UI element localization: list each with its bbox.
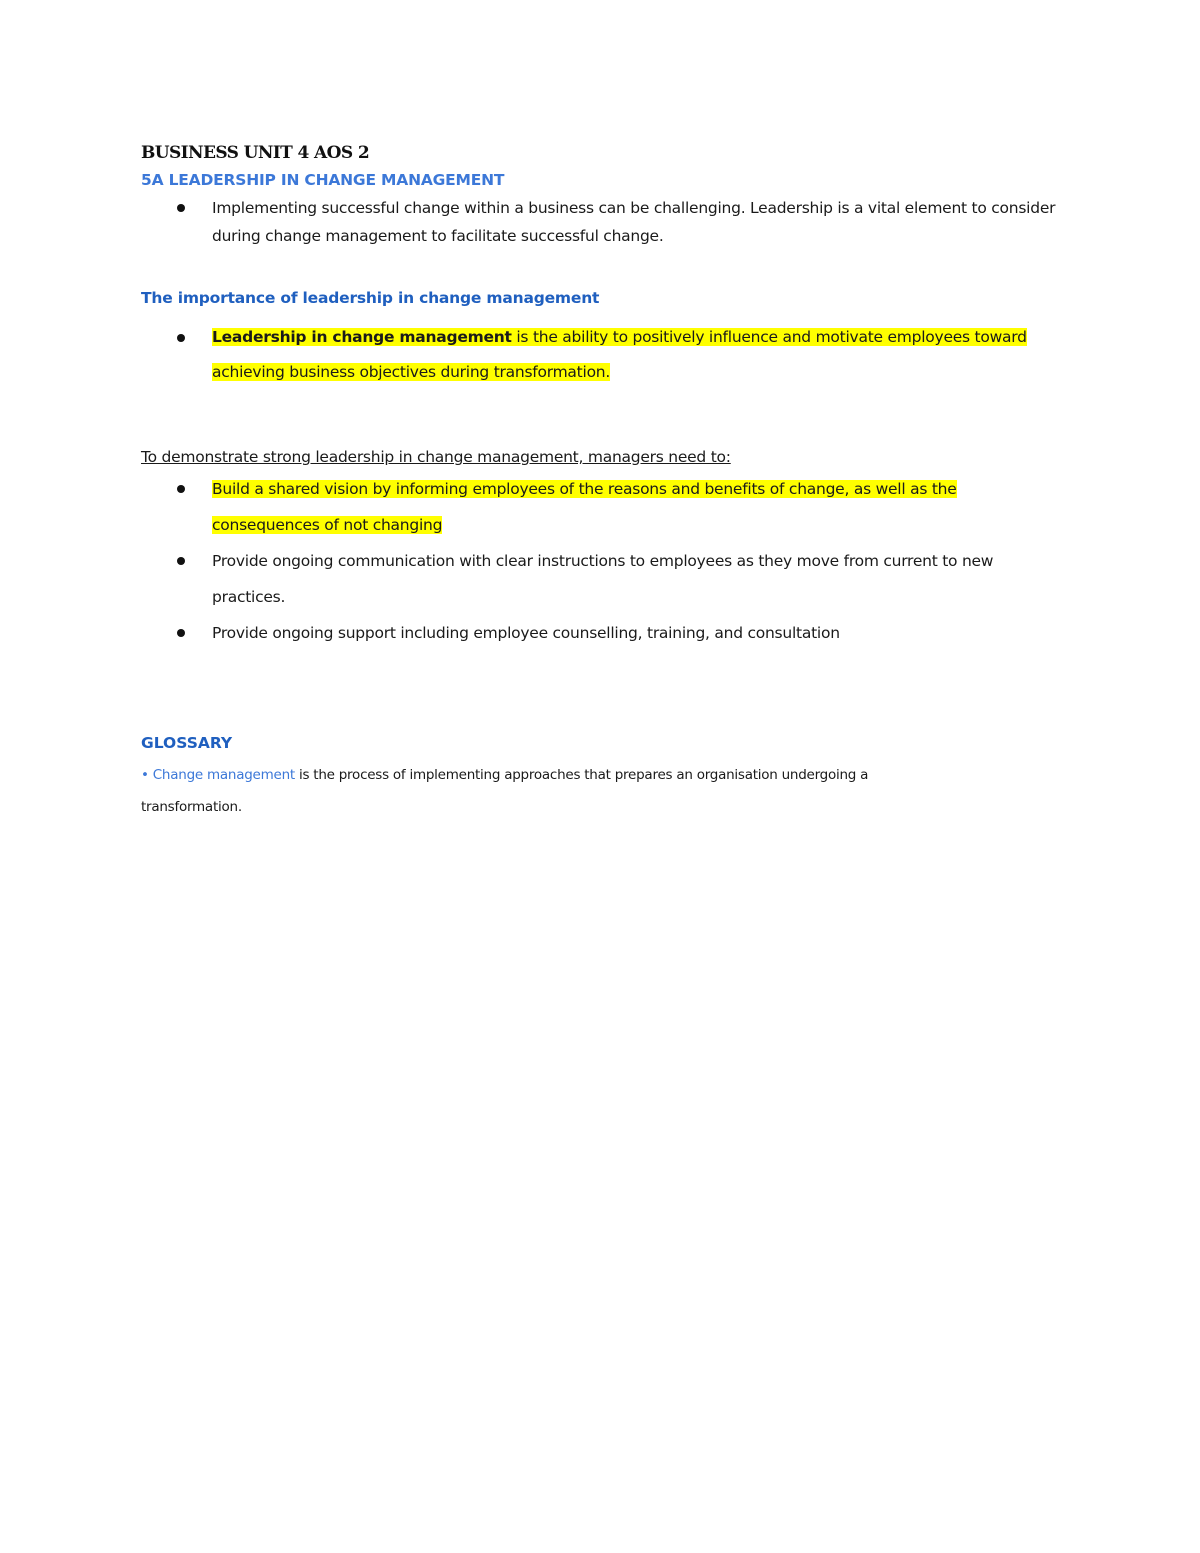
section-heading: 5A LEADERSHIP IN CHANGE MANAGEMENT: [141, 171, 505, 189]
bullet-icon: [177, 557, 185, 565]
bullet-icon: [177, 485, 185, 493]
list-item: [141, 320, 1061, 390]
glossary-term: • Change management: [141, 767, 295, 783]
bullet-icon: [177, 629, 185, 637]
intro-list: [141, 194, 1061, 250]
list-item: [141, 615, 1061, 651]
highlighted-text: [212, 328, 1027, 381]
managers-lead: To demonstrate strong leadership in change management, managers need to:: [141, 448, 731, 466]
importance-bullet-text: is the ability to positively influence and motivate employees toward achieving business objectives during transformation.: [212, 328, 1027, 381]
glossary-entry: [141, 759, 941, 823]
bullet-icon: [177, 204, 185, 212]
highlighted-text: Build a shared vision by informing employees of the reasons and benefits of change, as well as the consequences of not changing: [212, 480, 957, 534]
importance-list: [141, 320, 1061, 390]
list-item: [141, 194, 1061, 250]
glossary-heading: GLOSSARY: [141, 734, 233, 752]
bold-term: Leadership in change management: [212, 328, 512, 346]
list-item: [141, 543, 1061, 615]
list-item-text: Provide ongoing support including employee counselling, training, and consultation: [212, 624, 840, 642]
list-item: [141, 471, 1061, 543]
importance-heading: The importance of leadership in change management: [141, 289, 600, 307]
list-item-text: Provide ongoing communication with clear instructions to employees as they move from current to new practices.: [212, 552, 994, 606]
document-title: BUSINESS UNIT 4 AOS 2: [141, 143, 370, 163]
bullet-icon: [177, 334, 185, 342]
intro-bullet-text: Implementing successful change within a business can be challenging. Leadership is a vital element to consider during change management to facilitate successful change.: [212, 199, 1056, 245]
glossary-definition: is the process of implementing approaches that prepares an organisation undergoing a transformation.: [141, 767, 869, 815]
document-page: [141, 140, 1061, 823]
managers-list: [141, 471, 1061, 651]
